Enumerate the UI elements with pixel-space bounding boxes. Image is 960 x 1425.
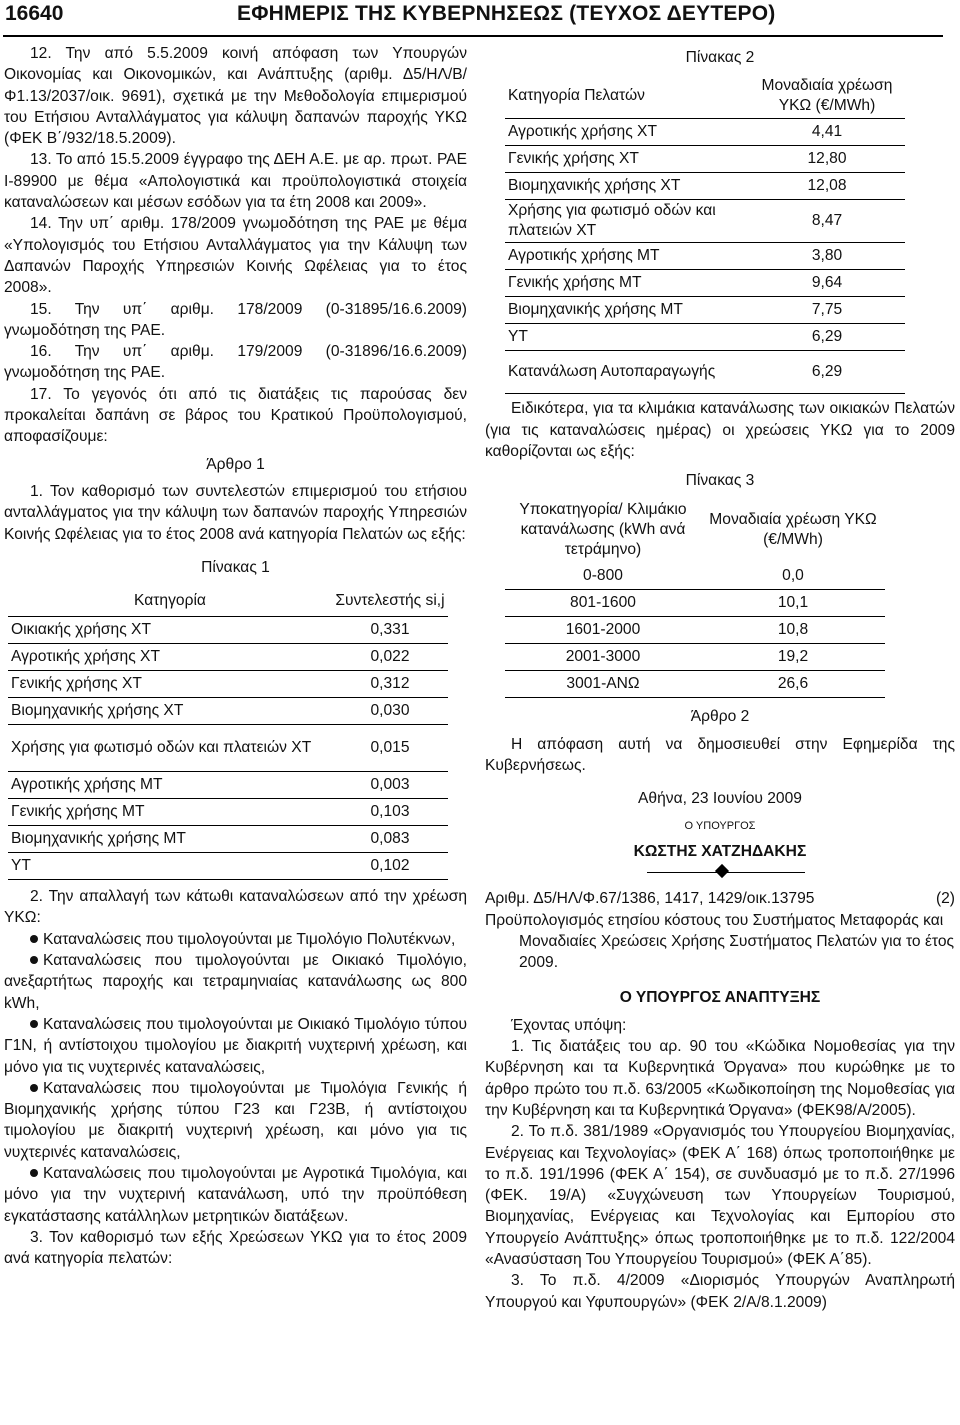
table-cell: Χρήσης για φωτισμό οδών και πλατειών ΧΤ (505, 200, 749, 243)
header-rule (3, 35, 943, 37)
table-cell: Βιομηχανικής χρήσης ΜΤ (8, 826, 332, 853)
paragraph-12: 12. Την από 5.5.2009 κοινή απόφαση των Υπουργών Οικονομίας και Οικονομικών, και Ανάπτυξης (αριθμ. Δ5/ΗΛ/Β/Φ1.13/2037/οικ. 9691), σχετικά με την Μεθοδολογία επιμερισμού του Ετήσιου Ανταλλάγματος για κάλυψη δαπανών παροχής ΥΚΩ (ΦΕΚ Β΄/932/18.5.2009). (4, 45, 467, 148)
table-cell: 0,003 (332, 772, 448, 799)
table-cell: 0,083 (332, 826, 448, 853)
bullet-dot-icon (30, 1169, 38, 1177)
table-1-header (8, 586, 448, 617)
reference-line (485, 888, 955, 909)
table-row (8, 671, 448, 698)
table-cell: 0,331 (332, 617, 448, 644)
table-cell: 10,1 (701, 590, 885, 617)
table-cell: Κατανάλωση Αυτοπαραγωγής (505, 351, 749, 394)
paragraph-13: 13. Το από 15.5.2009 έγγραφο της ΔΕΗ Α.Ε. με αρ. πρωτ. ΡΑΕ Ι-89900 με θέμα «Απολογιστικά και προϋπολογιστικά στοιχεία καταναλώσεων και μέσων εσόδων για τα έτη 2008 και 2009». (4, 151, 467, 212)
table-row (505, 351, 905, 394)
table-row (8, 725, 448, 772)
table-1-caption: Πίνακας 1 (201, 558, 270, 576)
table-3-caption: Πίνακας 3 (685, 472, 755, 490)
table-cell: 0,103 (332, 799, 448, 826)
table-cell: Αγροτικής χρήσης ΧΤ (8, 644, 332, 671)
table-cell: 0,102 (332, 853, 448, 880)
table-cell: 12,80 (749, 146, 905, 173)
table-row (505, 590, 885, 617)
minister-signature-name: ΚΩΣΤΗΣ ΧΑΤΖΗΔΑΚΗΣ (633, 842, 807, 860)
table-cell: 26,6 (701, 671, 885, 698)
table-row (505, 200, 905, 243)
table-cell: Χρήσης για φωτισμό οδών και πλατειών ΧΤ (8, 725, 332, 772)
minister-heading: Ο ΥΠΟΥΡΓΟΣ ΑΝΑΠΤΥΞΗΣ (619, 989, 821, 1007)
table-cell: Βιομηχανικής χρήσης ΜΤ (505, 297, 749, 324)
paragraph-17: 17. Το γεγονός ότι από τις διατάξεις τις παρούσας δεν προκαλείται δαπάνη σε βάρος του Κρατικού Προϋπολογισμού, αποφασίζουμε: (4, 385, 467, 446)
table-cell: Αγροτικής χρήσης ΧΤ (505, 119, 749, 146)
table-cell: Οικιακής χρήσης ΧΤ (8, 617, 332, 644)
table-row (505, 324, 905, 351)
table-2 (505, 74, 905, 394)
table-row (505, 243, 905, 270)
place-date: Αθήνα, 23 Ιουνίου 2009 (638, 790, 802, 808)
table-cell: 0,0 (701, 563, 885, 590)
table-3-head-charge: Μοναδιαία χρέωση ΥΚΩ (€/MWh) (709, 511, 877, 549)
table-row (505, 617, 885, 644)
table-row (505, 146, 905, 173)
table-cell: ΥΤ (505, 324, 749, 351)
table-row (505, 173, 905, 200)
article-2-heading: Άρθρο 2 (690, 708, 750, 726)
table-cell: 19,2 (701, 644, 885, 671)
table-cell: Βιομηχανικής χρήσης ΧΤ (8, 698, 332, 725)
table-cell: 7,75 (749, 297, 905, 324)
diamond-icon (715, 864, 729, 878)
paragraph-14: 14. Την υπ΄ αριθμ. 178/2009 γνωμοδότηση της ΡΑΕ με θέμα «Υπολογισμός του Ετήσιου Ανταλλάγματος για την Κάλυψη των Δαπανών Παροχής Υπηρεσιών Κοινής Ωφέλειας για το έτος 2008». (4, 215, 467, 297)
table-cell: 0,312 (332, 671, 448, 698)
table-cell: 12,08 (749, 173, 905, 200)
bullet-item (4, 950, 467, 1014)
minister-title: Ο ΥΠΟΥΡΓΟΣ (684, 819, 756, 832)
table-cell: 10,8 (701, 617, 885, 644)
paragraph-after-table-2: Ειδικότερα, για τα κλιμάκια κατανάλωσης των οικιακών Πελατών (για τις καταναλώσεις ημέρας) οι χρεώσεις ΥΚΩ για το 2009 καθορίζονται ως εξής: (485, 400, 955, 460)
bullet-item (4, 1163, 467, 1227)
table-2-head-charge: Μοναδιαία χρέωση ΥΚΩ (€/MWh) (749, 74, 905, 119)
table-cell: ΥΤ (8, 853, 332, 880)
table-cell: 0,015 (332, 725, 448, 772)
bullet-item (4, 1014, 467, 1078)
article-1-paragraph-3: 3. Τον καθορισμό των εξής Χρεώσεων ΥΚΩ για το έτος 2009 ανά κατηγορία πελατών: (4, 1228, 467, 1268)
gazette-title: ΕΦΗΜΕΡΙΣ ΤΗΣ ΚΥΒΕΡΝΗΣΕΩΣ (ΤΕΥΧΟΣ ΔΕΥΤΕΡΟ) (237, 2, 776, 25)
bullet-text: Καταναλώσεις που τιμολογούνται με Οικιακό Τιμολόγιο, ανεξαρτήτως παροχής και τετραμηνιαίας κατανάλωσης ως 800 kWh, (4, 952, 467, 1012)
page-number: 16640 (5, 2, 64, 25)
having-regard: Έχοντας υπόψη: (511, 1016, 627, 1034)
table-cell: 1601-2000 (505, 617, 701, 644)
table-row (8, 617, 448, 644)
table-cell: 3,80 (749, 243, 905, 270)
regard-2: 2. Το π.δ. 381/1989 «Οργανισμός του Υπουργείου Βιομηχανίας, Ενέργειας και Τεχνολογίας» (ΦΕΚ Α΄ 168) όπως τροποποιήθηκε με το π.δ. 191/1996 (ΦΕΚ Α΄ 154), σε συνδυασμό με το π.δ. 27/1996 (ΦΕΚ. 19/Α) «Συγχώνευση των Υπουργείων Τουρισμού, Βιομηχανίας, Ενέργειας και Τεχνολογίας και Εμπορίου στο Υπουργείο Ανάπτυξης» όπως τροποποιήθηκε με το π.δ. 122/2004 «Ανασύσταση Του Υπουργείου Τουρισμού» (ΦΕΚ Α΄85). (485, 1123, 955, 1269)
table-cell: Γενικής χρήσης ΧΤ (505, 146, 749, 173)
paragraph-16: 16. Την υπ΄ αριθμ. 179/2009 (0-31896/16.6.2009) γνωμοδότηση της ΡΑΕ. (4, 343, 467, 382)
reference-code: (2) (935, 890, 955, 908)
article-2-paragraph: Η απόφαση αυτή να δημοσιευθεί στην Εφημερίδα της Κυβερνήσεως. (485, 735, 955, 775)
table-cell: 6,29 (749, 324, 905, 351)
table-3-head-subcategory: Υποκατηγορία/ Κλιμάκιο κατανάλωσης (kWh ανά τετράμηνο) (519, 501, 687, 559)
table-cell: Αγροτικής χρήσης ΜΤ (505, 243, 749, 270)
bullet-dot-icon (30, 935, 38, 943)
table-1-head-category: Κατηγορία (8, 586, 332, 617)
table-row (8, 698, 448, 725)
regard-1: 1. Τις διατάξεις του αρ. 90 του «Κώδικα Νομοθεσίας για την Κυβέρνηση και τα Κυβερνητικά Όργανα» που κυρώθηκε με το άρθρο πρώτο του π.δ. 63/2005 «Κωδικοποίηση της Νομοθεσίας για την Κυβέρνηση και τα Κυβερνητικά Όργανα» (ΦΕΚ98/Α/2005). (485, 1038, 955, 1119)
bullet-dot-icon (30, 1020, 38, 1028)
decision-title: Προϋπολογισμός ετησίου κόστους του Συστήματος Μεταφοράς και Μοναδιαίες Χρεώσεις Χρήσης Συστήματος Πελατών για το έτος 2009. (485, 911, 955, 972)
table-cell: 801-1600 (505, 590, 701, 617)
table-cell: 0,030 (332, 698, 448, 725)
table-row (8, 853, 448, 880)
article-1-heading: Άρθρο 1 (206, 455, 265, 473)
table-row (8, 799, 448, 826)
table-row (8, 772, 448, 799)
paragraph-15: 15. Την υπ΄ αριθμ. 178/2009 (0-31895/16.6.2009) γνωμοδότηση της ΡΑΕ. (4, 300, 467, 339)
left-column (4, 43, 467, 1269)
table-cell: 6,29 (749, 351, 905, 394)
table-3 (505, 497, 885, 698)
table-row (505, 563, 885, 590)
table-row (505, 297, 905, 324)
table-cell: Αγροτικής χρήσης ΜΤ (8, 772, 332, 799)
table-cell: 8,47 (749, 200, 905, 243)
regard-3: 3. Το π.δ. 4/2009 «Διορισμός Υπουργών Αναπληρωτή Υπουργού και Υφυπουργών» (ΦΕΚ 2/Α/8.1.2009) (485, 1272, 955, 1311)
table-row (505, 644, 885, 671)
table-2-header (505, 74, 905, 119)
bullet-item (4, 929, 467, 950)
table-2-head-category: Κατηγορία Πελατών (505, 74, 749, 119)
section-divider (485, 864, 955, 882)
bullet-item (4, 1078, 467, 1163)
table-row (505, 270, 905, 297)
table-row (505, 119, 905, 146)
table-row (8, 644, 448, 671)
table-cell: 4,41 (749, 119, 905, 146)
bullet-text: Καταναλώσεις που τιμολογούνται με Αγροτικά Τιμολόγια, και μόνο για την νυχτερινή κατανάλωση, υπό την προϋπόθεση εγκατάστασης κατάλληλων μετρητικών διατάξεων. (4, 1164, 467, 1225)
table-cell: Γενικής χρήσης ΜΤ (505, 270, 749, 297)
table-1 (8, 586, 448, 880)
page-header (5, 2, 945, 32)
table-cell: Βιομηχανικής χρήσης ΧΤ (505, 173, 749, 200)
article-1-paragraph-2: 2. Την απαλλαγή των κάτωθι καταναλώσεων από την χρέωση ΥΚΩ: (4, 888, 467, 927)
bullet-text: Καταναλώσεις που τιμολογούνται με Οικιακό Τιμολόγιο τύπου Γ1Ν, ή αντίστοιχου τιμολογίου με διακριτή νυχτερινή χρέωση, και μόνο για τις νυχτερινές καταναλώσεις, (4, 1015, 467, 1076)
table-cell: 0,022 (332, 644, 448, 671)
bullet-dot-icon (30, 956, 38, 964)
bullet-text: Καταναλώσεις που τιμολογούνται με Τιμολόγια Γενικής ή Βιομηχανικής χρήσης τύπου Γ23 και Γ23Β, ή αντίστοιχου τιμολογίου με διακριτή νυχτερινή χρέωση, και μόνο για τις νυχτερινές καταναλώσεις, (4, 1079, 467, 1161)
bullet-dot-icon (30, 1084, 38, 1092)
table-row (505, 671, 885, 698)
reference-number: Αριθμ. Δ5/ΗΛ/Φ.67/1386, 1417, 1429/οικ.13795 (485, 890, 815, 908)
table-cell: 0-800 (505, 563, 701, 590)
table-cell: 9,64 (749, 270, 905, 297)
table-3-header (505, 497, 885, 563)
table-cell: 2001-3000 (505, 644, 701, 671)
table-cell: 3001-ΑΝΩ (505, 671, 701, 698)
table-cell: Γενικής χρήσης ΜΤ (8, 799, 332, 826)
table-row (8, 826, 448, 853)
table-1-head-coefficient: Συντελεστής si,j (332, 586, 448, 617)
table-2-caption: Πίνακας 2 (685, 49, 755, 66)
right-column (485, 43, 955, 1313)
bullet-text: Καταναλώσεις που τιμολογούνται με Τιμολόγιο Πολυτέκνων, (43, 930, 456, 948)
article-1-paragraph-1: 1. Τον καθορισμό των συντελεστών επιμερισμού του ετήσιου ανταλλάγματος για την κάλυψη των δαπανών παροχής Υπηρεσιών Κοινής Ωφέλειας για το έτος 2008 ανά κατηγορία Πελατών ως εξής: (4, 482, 467, 543)
table-cell: Γενικής χρήσης ΧΤ (8, 671, 332, 698)
